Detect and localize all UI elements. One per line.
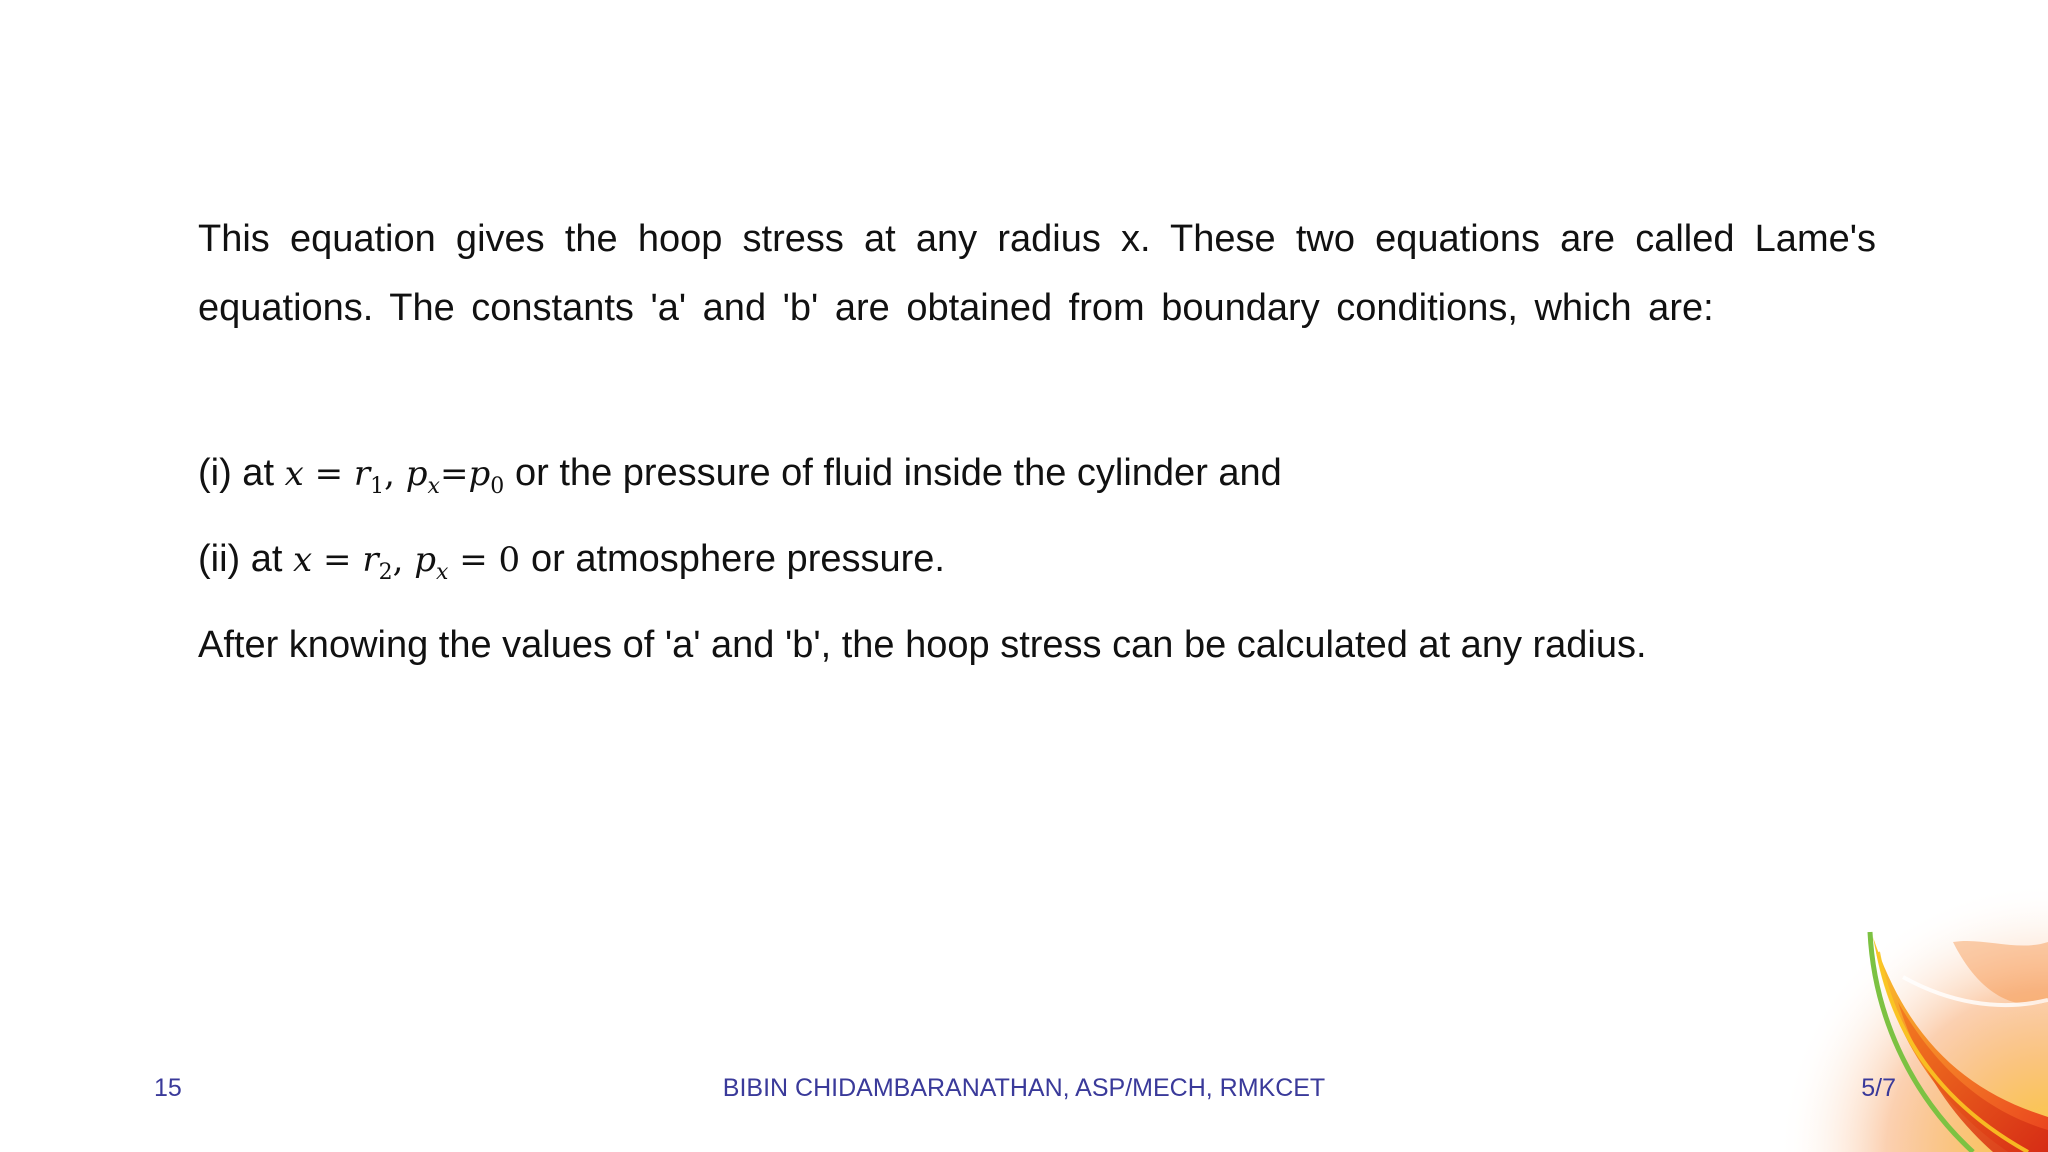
condition-1-formula bbox=[284, 454, 515, 499]
formula-p-subscript: x bbox=[427, 474, 440, 499]
formula-equals-2: = bbox=[439, 454, 469, 494]
formula-equals-2: = bbox=[459, 540, 488, 580]
formula-r: r bbox=[362, 540, 379, 580]
intro-paragraph: This equation gives the hoop stress at any radius x. These two equations are called Lame's equations. The constants 'a' and 'b' are obtained from boundary conditions, which are: bbox=[198, 218, 1876, 329]
condition-2-suffix: or atmosphere pressure. bbox=[530, 538, 945, 580]
conclusion-text: After knowing the values of 'a' and 'b', the hoop stress can be calculated at any radius. bbox=[198, 624, 1647, 666]
slide-number: 15 bbox=[154, 1074, 182, 1102]
condition-2 bbox=[198, 538, 945, 585]
condition-2-prefix: (ii) at bbox=[198, 538, 283, 580]
formula-comma: , bbox=[384, 454, 395, 494]
decorative-swoosh-graphic bbox=[1778, 882, 2048, 1152]
formula-p: p bbox=[414, 540, 436, 580]
formula-x: x bbox=[293, 540, 313, 580]
formula-comma: , bbox=[392, 540, 404, 580]
formula-p0-subscript: 0 bbox=[490, 474, 505, 499]
formula-p0: p bbox=[468, 454, 491, 494]
condition-1-suffix: or the pressure of fluid inside the cylinder and bbox=[515, 452, 1282, 494]
condition-1 bbox=[198, 452, 1282, 499]
formula-r-subscript: 2 bbox=[378, 560, 393, 585]
footer-author: BIBIN CHIDAMBARANATHAN, ASP/MECH, RMKCET bbox=[722, 1074, 1326, 1102]
formula-p: p bbox=[405, 454, 428, 494]
formula-equals: = bbox=[323, 540, 352, 580]
page-indicator: 5/7 bbox=[1861, 1074, 1896, 1102]
condition-2-formula bbox=[293, 540, 531, 585]
formula-x: x bbox=[284, 454, 304, 494]
formula-p-subscript: x bbox=[435, 560, 449, 585]
formula-r-subscript: 1 bbox=[370, 474, 385, 499]
formula-r: r bbox=[353, 454, 371, 494]
formula-zero: 0 bbox=[498, 540, 521, 580]
formula-equals: = bbox=[314, 454, 344, 494]
condition-1-prefix: (i) at bbox=[198, 452, 274, 494]
